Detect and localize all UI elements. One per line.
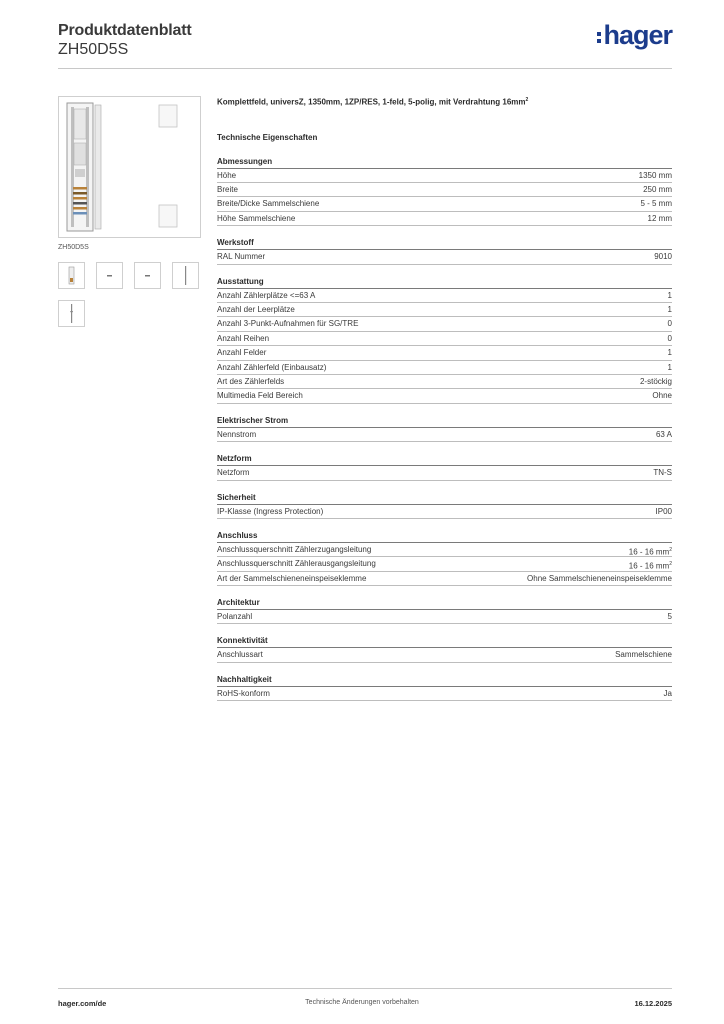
spec-row [217, 610, 672, 624]
spec-section [217, 276, 672, 404]
spec-row [217, 346, 672, 360]
footer-date: 16.12.2025 [634, 999, 672, 1008]
spec-label: Anzahl Felder [217, 348, 267, 358]
footer-website[interactable]: hager.com/de [58, 999, 107, 1008]
spec-label: Breite/Dicke Sammelschiene [217, 199, 320, 209]
spec-row [217, 557, 672, 571]
spec-value-text: 5 - 5 mm [640, 199, 672, 209]
dash-icon [97, 263, 122, 288]
thumbnail-detail-2[interactable] [134, 262, 161, 289]
spec-section [217, 237, 672, 264]
spec-row [217, 289, 672, 303]
spec-row [217, 361, 672, 375]
dash-icon [135, 263, 160, 288]
spec-value [648, 212, 672, 225]
product-front-icon [59, 263, 84, 288]
spec-section [217, 635, 672, 662]
spec-section [217, 156, 672, 227]
spec-label: RAL Nummer [217, 252, 266, 262]
spec-row [217, 375, 672, 389]
section-title: Sicherheit [217, 492, 672, 505]
spec-value-text: 2-stöckig [639, 376, 672, 386]
spec-row [217, 543, 672, 557]
spec-value-text: Sammelschiene [615, 650, 672, 660]
spec-section [217, 453, 672, 480]
spec-label: Art des Zählerfelds [217, 376, 285, 386]
spec-row [217, 389, 672, 403]
spec-row [217, 572, 672, 586]
product-description-text: Komplettfeld, universZ, 1350mm, 1ZP/RES, 1-feld, 5-polig, mit Verdrahtung 16mm [217, 97, 526, 107]
spec-value [656, 428, 672, 441]
spec-row [217, 303, 672, 317]
spec-value-text: 0 [667, 333, 672, 343]
spec-label: Anzahl Zählerplätze <=63 A [217, 290, 316, 300]
spec-value-text: Ohne Sammelschieneneinspeiseklemme [527, 573, 672, 583]
header-divider [58, 68, 672, 69]
spec-value-text: 1 [667, 290, 672, 300]
spec-value-text: 250 mm [643, 185, 672, 195]
spec-section [217, 415, 672, 442]
technical-properties-title: Technische Eigenschaften [217, 132, 318, 142]
spec-row [217, 428, 672, 442]
spec-section [217, 674, 672, 701]
spec-label: Anschlussquerschnitt Zählerausgangsleitung [217, 559, 376, 569]
spec-value-text: Ja [663, 688, 672, 698]
spec-value [656, 505, 672, 518]
spec-value-superscript: 2 [669, 546, 672, 553]
spec-label: Anzahl Zählerfeld (Einbausatz) [217, 362, 327, 372]
spec-value-text: 0 [667, 319, 672, 329]
spec-value [653, 466, 672, 479]
meter-panel-icon [59, 97, 200, 237]
section-title: Werkstoff [217, 237, 672, 250]
spec-row [217, 332, 672, 346]
logo-text: hager [603, 19, 672, 50]
spec-value-text: Ohne [652, 391, 672, 401]
spec-label: RoHS-konform [217, 688, 270, 698]
spec-value-text: 1350 mm [638, 170, 672, 180]
spec-row [217, 183, 672, 197]
spec-value [643, 183, 672, 196]
spec-label: Anzahl 3-Punkt-Aufnahmen für SG/TRE [217, 319, 359, 329]
spec-row [217, 687, 672, 701]
spec-section [217, 597, 672, 624]
thumbnail-busbar-side[interactable] [58, 300, 85, 327]
spec-label: Nennstrom [217, 429, 257, 439]
spec-value [527, 572, 672, 585]
specification-sections [217, 156, 672, 702]
spec-value [639, 169, 672, 182]
section-title: Netzform [217, 453, 672, 466]
spec-value-text: IP00 [655, 506, 672, 516]
spec-row [217, 648, 672, 662]
spec-row [217, 250, 672, 264]
section-title: Architektur [217, 597, 672, 610]
spec-label: Höhe [217, 170, 237, 180]
spec-value-text: TN-S [653, 468, 672, 478]
spec-label: Anschlussquerschnitt Zählerzugangsleitung [217, 544, 372, 554]
product-image[interactable] [58, 96, 201, 238]
document-title: Produktdatenblatt [58, 22, 192, 39]
spec-value [640, 197, 672, 210]
spec-value-text: 1 [667, 305, 672, 314]
spec-value [668, 289, 672, 302]
section-title: Nachhaltigkeit [217, 674, 672, 687]
spec-value [629, 543, 672, 556]
thumbnail-detail-1[interactable] [96, 262, 123, 289]
spec-label: IP-Klasse (Ingress Protection) [217, 506, 324, 516]
spec-label: Netzform [217, 468, 250, 478]
spec-label: Art der Sammelschieneneinspeiseklemme [217, 573, 367, 583]
thumbnail-busbar[interactable] [172, 262, 199, 289]
spec-value-text: 5 [667, 612, 672, 622]
spec-value [668, 361, 672, 374]
spec-row [217, 466, 672, 480]
product-code: ZH50D5S [58, 41, 129, 58]
spec-value-text: 1 [667, 362, 672, 372]
spec-value [668, 332, 672, 345]
spec-value [668, 610, 672, 623]
spec-value [664, 687, 672, 700]
busbar-icon [173, 263, 198, 288]
section-title: Elektrischer Strom [217, 415, 672, 428]
section-title: Konnektivität [217, 635, 672, 648]
spec-value-text: 16 - 16 mm [628, 561, 670, 571]
spec-label: Anschlussart [217, 650, 263, 660]
spec-section [217, 492, 672, 519]
spec-label: Polanzahl [217, 612, 253, 622]
hager-logo [597, 20, 672, 50]
spec-value-text: 1 [667, 348, 672, 358]
product-description-superscript: 2 [525, 97, 529, 103]
thumbnail-product-front[interactable] [58, 262, 85, 289]
spec-label: Multimedia Feld Bereich [217, 391, 303, 401]
spec-value [640, 375, 672, 388]
product-description [217, 94, 672, 109]
spec-value-text: 63 A [655, 429, 672, 439]
footer-notice: Technische Änderungen vorbehalten [305, 999, 419, 1006]
spec-label: Höhe Sammelschiene [217, 213, 296, 223]
spec-label: Anzahl Reihen [217, 333, 270, 343]
logo-dots-icon [597, 30, 601, 44]
section-title: Anschluss [217, 530, 672, 543]
spec-row [217, 169, 672, 183]
spec-value-text: 16 - 16 mm [628, 547, 670, 557]
product-image-caption: ZH50D5S [58, 244, 89, 251]
spec-section [217, 530, 672, 586]
spec-value [668, 303, 672, 316]
spec-row [217, 505, 672, 519]
product-specifications [217, 94, 672, 701]
spec-value [615, 648, 672, 661]
spec-row [217, 317, 672, 331]
spec-row [217, 197, 672, 211]
busbar-side-icon [59, 301, 84, 326]
spec-label: Anzahl der Leerplätze [217, 305, 295, 314]
footer-divider [58, 988, 672, 989]
spec-value [668, 346, 672, 359]
section-title: Ausstattung [217, 276, 672, 289]
spec-label: Breite [217, 185, 238, 195]
spec-value [668, 317, 672, 330]
spec-value [652, 389, 672, 402]
page-header [58, 19, 672, 70]
spec-value-text: 9010 [654, 252, 672, 262]
spec-value-superscript: 2 [669, 561, 672, 568]
spec-value [629, 557, 672, 570]
spec-value [654, 250, 672, 263]
section-title: Abmessungen [217, 156, 672, 169]
spec-row [217, 212, 672, 226]
spec-value-text: 12 mm [647, 213, 672, 223]
